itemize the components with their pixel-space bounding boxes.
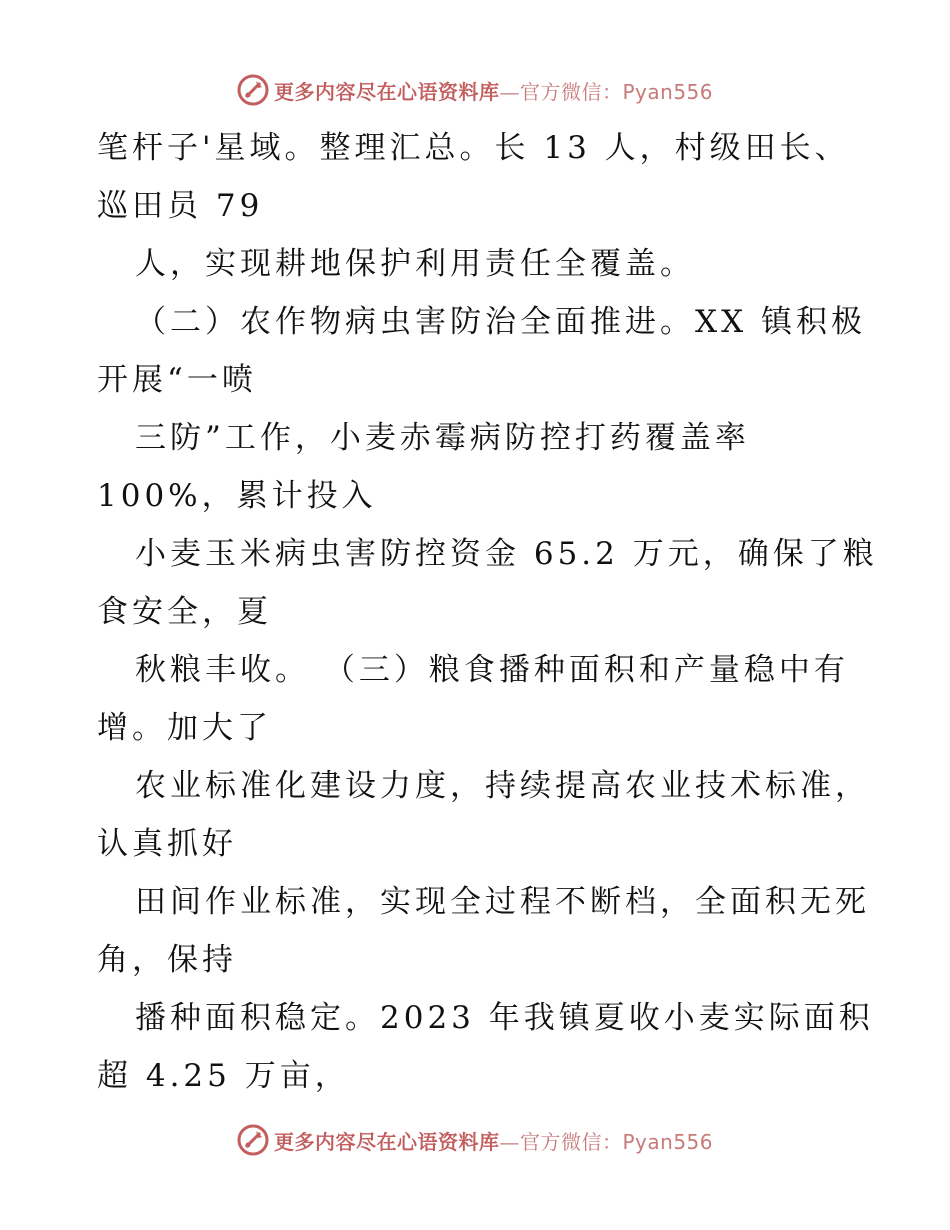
text-line: 角，保持: [97, 942, 237, 978]
watermark-site: 更多内容尽在心语资料库: [274, 1129, 500, 1154]
text-line: 巡田员 79: [97, 188, 264, 224]
text-line: 认真抓好: [97, 826, 237, 862]
text-line: （二）农作物病虫害防治全面推进。XX 镇积极: [135, 304, 866, 340]
text-line: 农业标准化建设力度，持续提高农业技术标准，: [135, 768, 870, 804]
text-line: 增。加大了: [97, 710, 272, 746]
watermark-account: Pyan556: [622, 79, 714, 104]
text-line: 食安全，夏: [97, 594, 272, 630]
watermark-account: Pyan556: [622, 1129, 714, 1154]
text-line: 秋粮丰收。 （三）粮食播种面积和产量稳中有: [135, 652, 849, 688]
watermark-text: [274, 1126, 713, 1155]
watermark-official: 官方微信：: [520, 79, 623, 104]
text-line: 笔杆子'星域。整理汇总。长 13 人，村级田长、: [97, 130, 850, 166]
watermark-separator: —: [499, 1129, 520, 1154]
text-line: 田间作业标准，实现全过程不断档，全面积无死: [135, 884, 870, 920]
text-line: 开展“一喷: [97, 362, 257, 398]
footer-watermark: [236, 1120, 713, 1160]
text-line: 100%，累计投入: [97, 478, 377, 514]
watermark-separator: —: [499, 79, 520, 104]
text-line: 人，实现耕地保护利用责任全覆盖。: [135, 246, 695, 282]
logo-icon: [236, 1123, 270, 1157]
watermark-official: 官方微信：: [520, 1129, 623, 1154]
text-line: 小麦玉米病虫害防控资金 65.2 万元，确保了粮: [135, 536, 878, 572]
text-line: 超 4.25 万亩，: [97, 1058, 350, 1094]
watermark-site: 更多内容尽在心语资料库: [274, 79, 500, 104]
text-line: 三防”工作，小麦赤霉病防控打药覆盖率: [135, 420, 750, 456]
text-line: 播种面积稳定。2023 年我镇夏收小麦实际面积: [135, 1000, 874, 1036]
